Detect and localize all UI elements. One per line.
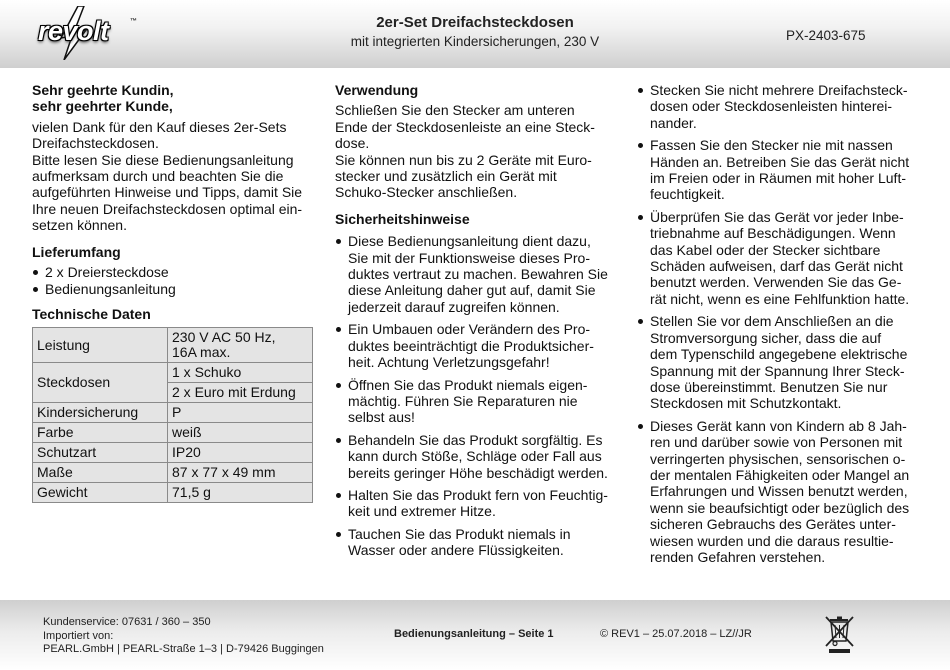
text-line: Schließen Sie den Stecker am unteren <box>335 102 575 119</box>
intro-paragraph <box>32 119 322 234</box>
text-line: der mentalen Fähigkeiten oder Mangel an <box>650 466 910 483</box>
text-line: Stecken Sie nicht mehrere Dreifachsteck- <box>650 82 908 98</box>
list-item <box>637 137 927 203</box>
spec-value: P <box>168 403 313 423</box>
text-line: Schäden aufweisen, darf das Gerät nicht <box>650 258 903 275</box>
text-line: 16A max. <box>172 344 231 361</box>
text-line: heit. Achtung Verletzungsgefahr! <box>348 354 550 371</box>
delivery-list <box>32 264 322 298</box>
text-line: kann durch Stöße, Schläge oder Fall aus <box>348 448 602 465</box>
text-line: Ein Umbauen oder Verändern des Pro- <box>348 321 591 338</box>
table-row <box>33 363 313 383</box>
revolt-logo <box>34 6 144 60</box>
text-line: wenn sie beaufsichtigt oder bezüglich des <box>650 499 910 516</box>
text-line: Erfahrungen und Wissen benutzt werden, <box>650 483 908 500</box>
text-line: mächtig. Führen Sie Reparaturen nie <box>348 392 578 409</box>
spec-value: 1 x Schuko <box>168 363 313 383</box>
text-line: Spannung mit der Spannung Ihrer Steck- <box>650 362 905 379</box>
safety-list <box>335 233 620 558</box>
text-line: benutzt werden. Verwenden Sie das Ge- <box>650 274 902 291</box>
text-line: Tauchen Sie das Produkt niemals in <box>348 525 571 542</box>
text-line: aufgeführten Hinweise und Tipps, damit Sie <box>32 184 303 201</box>
text-line: das Kabel oder der Stecker sichtbare <box>650 241 881 258</box>
section-heading-lieferumfang: Lieferumfang <box>32 243 121 260</box>
safety-list-continued <box>637 82 927 565</box>
text-line: dem Typenschild angegebene elektrische <box>650 346 908 363</box>
column-1 <box>32 82 322 503</box>
table-row <box>33 463 313 483</box>
list-item <box>335 233 620 315</box>
text-line: Öffnen Sie das Produkt niemals eigen- <box>348 376 588 393</box>
text-line: 230 V AC 50 Hz, <box>172 329 276 346</box>
spec-value: IP20 <box>168 443 313 463</box>
spec-key: Kindersicherung <box>33 403 168 423</box>
text-line: bereits geringer Höhe beschädigt werden. <box>348 464 608 481</box>
list-item <box>637 313 927 411</box>
text-line: Behandeln Sie das Produkt sorgfältig. Es <box>348 431 603 448</box>
text-line: Sie können nun bis zu 2 Geräte mit Euro- <box>335 151 592 168</box>
table-row <box>33 443 313 463</box>
page-header <box>0 0 950 68</box>
text-line: keit und extremer Hitze. <box>348 503 496 520</box>
text-line: rät nicht, wenn es eine Fehlfunktion hatte. <box>650 290 910 307</box>
spec-key: Gewicht <box>33 483 168 503</box>
text-line: dose. <box>335 135 370 152</box>
document-title: 2er-Set Dreifachsteckdosen <box>376 14 574 31</box>
list-item: 2 x Dreiersteckdose <box>32 264 322 280</box>
text-line: Steckdosen mit Schutzkontakt. <box>650 395 842 412</box>
text-line: Wasser oder andere Flüssigkeiten. <box>348 542 564 559</box>
text-line: Überprüfen Sie das Gerät vor jeder Inbe- <box>650 208 904 225</box>
text-line: Dreifachsteckdosen. <box>32 135 159 152</box>
spec-value: weiß <box>168 423 313 443</box>
column-3 <box>637 82 927 565</box>
section-heading-verwendung: Verwendung <box>335 82 419 98</box>
spec-table <box>32 327 313 503</box>
customer-service: Kundenservice: 07631 / 360 – 350 <box>43 616 211 628</box>
text-line: Händen an. Betreiben Sie das Gerät nicht <box>650 153 910 170</box>
list-item <box>335 487 620 520</box>
text-line: feuchtigkeit. <box>650 186 725 203</box>
spec-value <box>168 328 313 363</box>
list-item <box>335 526 620 559</box>
list-item <box>637 82 927 131</box>
text-line: dose übereinstimmt. Benutzen Sie nur <box>650 378 888 395</box>
text-line: dosen oder Steckdosenleisten hinterei- <box>650 98 893 115</box>
text-line: ren und darüber sowie von Personen mit <box>650 434 903 451</box>
spec-value: 71,5 g <box>168 483 313 503</box>
footer-contact <box>43 616 324 657</box>
text-line: vielen Dank für den Kauf dieses 2er-Sets <box>32 118 287 135</box>
text-line: Halten Sie das Produkt fern von Feuchtig- <box>348 486 608 503</box>
importer-address: PEARL.GmbH | PEARL-Straße 1–3 | D-79426 Buggingen <box>43 643 324 656</box>
usage-paragraph <box>335 102 620 200</box>
spec-key: Leistung <box>33 328 168 363</box>
text-line: setzen können. <box>32 217 127 234</box>
crossed-out-wheelie-bin-icon <box>824 615 856 655</box>
text-line: im Freien oder in Räumen mit hoher Luft- <box>650 170 906 187</box>
logo-text: revolt <box>38 16 109 46</box>
text-line: Stromversorgung sicher, dass die auf <box>650 329 882 346</box>
text-line: duktes beeinträchtigt die Produktsicher- <box>348 337 594 354</box>
text-line: Stellen Sie vor dem Anschließen an die <box>650 313 894 330</box>
text-line: Bitte lesen Sie diese Bedienungsanleitung <box>32 151 294 168</box>
text-line: Ende der Steckdosenleiste an eine Steck- <box>335 118 595 135</box>
text-line: wiesen wurden und die daraus resultie- <box>650 532 894 549</box>
text-line: nander. <box>650 114 697 131</box>
text-line: triebnahme auf Beschädigungen. Wenn <box>650 225 896 242</box>
spec-key: Farbe <box>33 423 168 443</box>
page-footer <box>0 600 950 670</box>
spec-key: Maße <box>33 463 168 483</box>
table-row <box>33 328 313 363</box>
text-line: verringerten physischen, sensorischen o- <box>650 450 906 467</box>
text-line: Diese Bedienungsanleitung dient dazu, <box>348 233 591 250</box>
product-code: PX-2403-675 <box>786 28 866 43</box>
logo-trademark: ™ <box>130 18 137 25</box>
table-row <box>33 403 313 423</box>
text-line: Schuko-Stecker anschließen. <box>335 184 518 201</box>
text-line: jederzeit darauf zugreifen können. <box>348 298 560 315</box>
list-item <box>335 377 620 426</box>
text-line: selbst aus! <box>348 409 415 426</box>
list-item <box>637 418 927 566</box>
table-row <box>33 483 313 503</box>
revision-label: © REV1 – 25.07.2018 – LZ//JR <box>600 628 752 640</box>
manual-page-label: Bedienungsanleitung – Seite 1 <box>394 628 554 640</box>
text-line: diese Anleitung daher gut auf, damit Sie <box>348 282 596 299</box>
document-subtitle: mit integrierten Kindersicherungen, 230 V <box>350 34 600 49</box>
text-line: stecker und zusätzlich ein Gerät mit <box>335 168 557 185</box>
spec-value: 87 x 77 x 49 mm <box>168 463 313 483</box>
table-row <box>33 423 313 443</box>
text-line: renden Gefahren verstehen. <box>650 548 826 565</box>
greeting-line-1: Sehr geehrte Kundin, <box>32 82 174 98</box>
text-line: aufmerksam durch und beachten Sie die <box>32 168 284 185</box>
spec-key: Steckdosen <box>33 363 168 403</box>
spec-key: Schutzart <box>33 443 168 463</box>
imported-by: Importiert von: <box>43 629 114 642</box>
list-item <box>637 209 927 307</box>
list-item <box>335 432 620 481</box>
spec-value: 2 x Euro mit Erdung <box>168 383 313 403</box>
list-item <box>335 321 620 370</box>
text-line: sicheren Gebrauchs des Gerätes unter- <box>650 516 896 533</box>
greeting-line-2: sehr geehrter Kunde, <box>32 98 173 115</box>
column-2 <box>335 82 620 559</box>
text-line: Ihre neuen Dreifachsteckdosen optimal ein- <box>32 200 303 217</box>
section-heading-sicherheitshinweise: Sicherheitshinweise <box>335 210 470 227</box>
text-line: duktes vertraut zu machen. Bewahren Sie <box>348 266 608 283</box>
section-heading-technische-daten: Technische Daten <box>32 305 151 322</box>
text-line: Fassen Sie den Stecker nie mit nassen <box>650 137 893 154</box>
text-line: Dieses Gerät kann von Kindern ab 8 Jah- <box>650 417 907 434</box>
list-item: Bedienungsanleitung <box>32 281 322 297</box>
text-line: Sie mit der Funktionsweise dieses Pro- <box>348 249 590 266</box>
